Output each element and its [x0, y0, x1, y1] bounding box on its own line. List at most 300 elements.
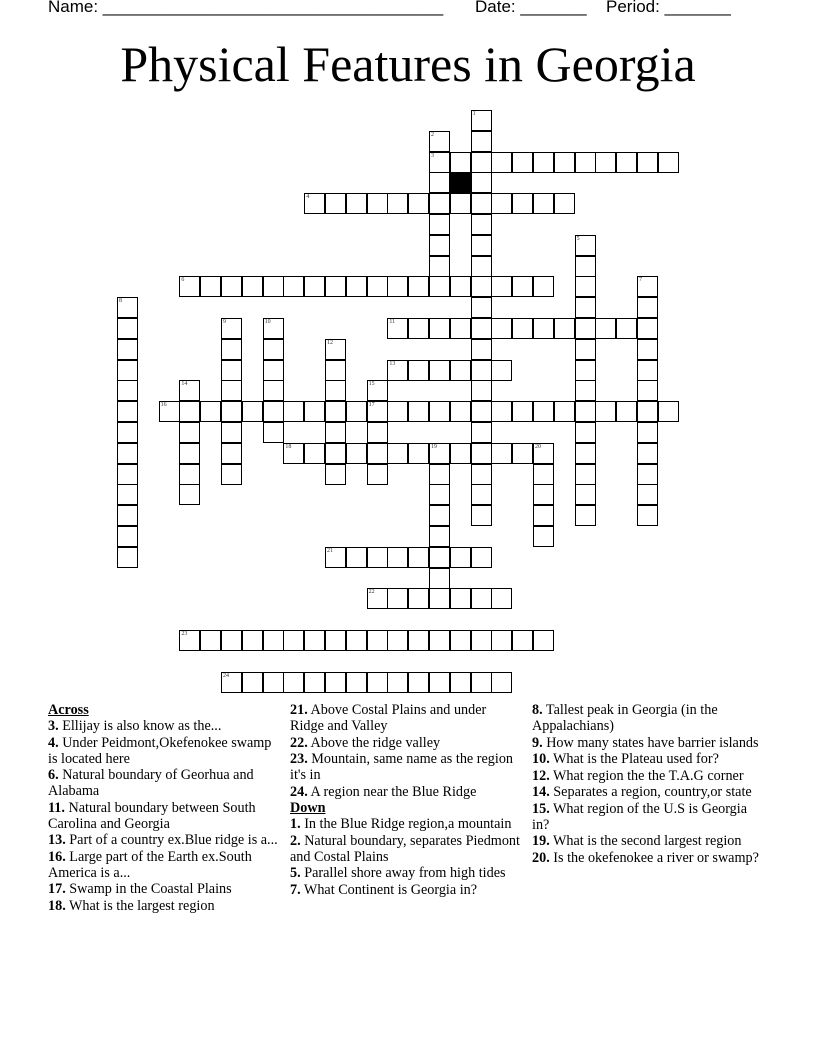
grid-cell[interactable] [554, 193, 575, 214]
grid-cell[interactable] [491, 443, 512, 464]
grid-cell[interactable] [325, 401, 346, 422]
name-field[interactable]: Name: ____________________________________ [48, 0, 444, 16]
clue-item [532, 768, 764, 784]
grid-cell[interactable] [179, 422, 200, 443]
grid-cell[interactable] [575, 401, 596, 422]
grid-cell[interactable] [221, 443, 242, 464]
clue-number-label: 2. [290, 832, 301, 849]
grid-cell[interactable] [575, 297, 596, 318]
grid-cell[interactable] [346, 443, 367, 464]
grid-cell[interactable] [221, 422, 242, 443]
grid-cell[interactable] [179, 630, 200, 651]
grid-cell[interactable] [408, 443, 429, 464]
grid-cell[interactable] [554, 401, 575, 422]
grid-cell[interactable] [367, 443, 388, 464]
grid-cell[interactable] [429, 484, 450, 505]
clue-text: Natural boundary, separates Piedmont and Costal Plains [290, 832, 520, 865]
grid-cell[interactable] [450, 276, 471, 297]
clue-text: How many states have barrier islands [542, 734, 759, 751]
grid-cell[interactable] [117, 547, 138, 568]
grid-cell[interactable] [325, 464, 346, 485]
grid-cell[interactable] [575, 505, 596, 526]
grid-cell[interactable] [242, 630, 263, 651]
clue-text: What Continent is Georgia in? [300, 881, 478, 898]
clue-item [290, 865, 522, 881]
grid-cell[interactable] [367, 276, 388, 297]
clue-item [532, 833, 764, 849]
grid-cell[interactable] [283, 276, 304, 297]
clue-number: 8 [119, 298, 122, 305]
grid-cell[interactable] [512, 318, 533, 339]
grid-cell[interactable] [637, 360, 658, 381]
grid-cell[interactable] [471, 172, 492, 193]
grid-cell[interactable] [471, 235, 492, 256]
clue-item [532, 751, 764, 767]
grid-cell[interactable] [117, 318, 138, 339]
grid-cell[interactable] [179, 464, 200, 485]
grid-cell[interactable] [533, 630, 554, 651]
grid-cell[interactable] [325, 630, 346, 651]
grid-cell[interactable] [408, 193, 429, 214]
grid-cell[interactable] [491, 276, 512, 297]
grid-cell[interactable] [387, 401, 408, 422]
clue-number: 16 [160, 402, 167, 409]
grid-cell[interactable] [263, 318, 284, 339]
clue-number-label: 1. [290, 816, 301, 832]
grid-cell[interactable] [179, 484, 200, 505]
grid-cell[interactable] [637, 276, 658, 297]
grid-cell[interactable] [408, 672, 429, 693]
grid-cell[interactable] [283, 672, 304, 693]
grid-cell[interactable] [346, 276, 367, 297]
grid-cell[interactable] [533, 318, 554, 339]
grid-cell[interactable] [471, 152, 492, 173]
grid-cell[interactable] [575, 484, 596, 505]
grid-cell[interactable] [221, 276, 242, 297]
grid-cell[interactable] [325, 193, 346, 214]
grid-cell[interactable] [387, 672, 408, 693]
clue-number-label: 6. [48, 767, 59, 783]
grid-cell[interactable] [117, 484, 138, 505]
clue-text: What region the the T.A.G corner [549, 767, 744, 784]
grid-cell[interactable] [471, 214, 492, 235]
grid-cell[interactable] [367, 464, 388, 485]
grid-cell[interactable] [429, 630, 450, 651]
grid-cell[interactable] [325, 339, 346, 360]
grid-cell[interactable] [429, 401, 450, 422]
clue-number: 12 [327, 339, 333, 346]
grid-cell[interactable] [200, 401, 221, 422]
grid-cell[interactable] [387, 193, 408, 214]
grid-cell[interactable] [221, 672, 242, 693]
clue-number-label: 9. [532, 734, 543, 751]
grid-cell[interactable] [408, 547, 429, 568]
grid-cell[interactable] [658, 401, 679, 422]
grid-cell[interactable] [471, 318, 492, 339]
grid-cell[interactable] [637, 297, 658, 318]
grid-cell[interactable] [533, 193, 554, 214]
grid-cell[interactable] [429, 568, 450, 589]
grid-cell[interactable] [512, 630, 533, 651]
grid-cell[interactable] [117, 443, 138, 464]
grid-cell[interactable] [346, 630, 367, 651]
grid-cell[interactable] [304, 276, 325, 297]
grid-cell[interactable] [367, 630, 388, 651]
grid-cell[interactable] [429, 131, 450, 152]
grid-cell[interactable] [575, 276, 596, 297]
clue-number-label: 4. [48, 734, 59, 751]
grid-cell[interactable] [117, 526, 138, 547]
grid-cell[interactable] [346, 672, 367, 693]
grid-cell[interactable] [471, 360, 492, 381]
grid-cell[interactable] [471, 193, 492, 214]
grid-cell[interactable] [595, 318, 616, 339]
grid-cell[interactable] [263, 276, 284, 297]
grid-cell[interactable] [117, 297, 138, 318]
clue-text: Ellijay is also know as the... [58, 718, 222, 734]
grid-cell[interactable] [117, 401, 138, 422]
grid-cell[interactable] [491, 193, 512, 214]
grid-cell[interactable] [263, 380, 284, 401]
grid-cell[interactable] [637, 401, 658, 422]
grid-cell[interactable] [450, 193, 471, 214]
grid-cell[interactable] [429, 235, 450, 256]
grid-cell[interactable] [533, 505, 554, 526]
clue-number-label: 17. [48, 881, 66, 897]
clue-number: 17 [368, 402, 375, 409]
grid-cell[interactable] [429, 360, 450, 381]
grid-cell[interactable] [242, 401, 263, 422]
grid-cell[interactable] [304, 443, 325, 464]
grid-cell[interactable] [471, 547, 492, 568]
grid-cell[interactable] [554, 318, 575, 339]
grid-cell[interactable] [325, 443, 346, 464]
grid-cell[interactable] [450, 547, 471, 568]
grid-cell[interactable] [637, 464, 658, 485]
grid-cell[interactable] [637, 443, 658, 464]
grid-cell[interactable] [283, 401, 304, 422]
grid-cell[interactable] [533, 152, 554, 173]
clue-text: Under Peidmont,Okefenokee swamp is located here [48, 734, 272, 767]
grid-cell[interactable] [263, 339, 284, 360]
grid-cell[interactable] [159, 401, 180, 422]
clue-number: 5 [576, 235, 580, 242]
grid-cell[interactable] [491, 318, 512, 339]
grid-cell[interactable] [387, 318, 408, 339]
grid-cell[interactable] [471, 484, 492, 505]
grid-cell[interactable] [637, 339, 658, 360]
grid-cell[interactable] [325, 422, 346, 443]
grid-cell[interactable] [346, 547, 367, 568]
clue-number: 19 [431, 443, 437, 450]
clue-item [532, 850, 764, 866]
grid-cell[interactable] [471, 110, 492, 131]
clue-number: 9 [223, 319, 226, 325]
grid-cell[interactable] [283, 443, 304, 464]
grid-cell[interactable] [179, 401, 200, 422]
grid-cell[interactable] [616, 318, 637, 339]
clue-text: What is the largest region [65, 897, 215, 914]
grid-cell[interactable] [471, 672, 492, 693]
grid-cell[interactable] [367, 380, 388, 401]
grid-cell[interactable] [512, 193, 533, 214]
grid-cell[interactable] [325, 547, 346, 568]
clue-item [48, 718, 280, 734]
grid-cell[interactable] [637, 422, 658, 443]
grid-cell[interactable] [200, 630, 221, 651]
clue-number: 6 [181, 277, 185, 284]
grid-cell[interactable] [221, 380, 242, 401]
grid-cell[interactable] [117, 339, 138, 360]
grid-cell[interactable] [429, 318, 450, 339]
grid-cell[interactable] [533, 401, 554, 422]
grid-cell[interactable] [117, 464, 138, 485]
grid-cell[interactable] [471, 630, 492, 651]
black-square [450, 172, 471, 193]
grid-cell[interactable] [304, 672, 325, 693]
clue-number-label: 18. [48, 897, 66, 914]
grid-cell[interactable] [533, 464, 554, 485]
clue-text: Above the ridge valley [307, 734, 441, 751]
grid-cell[interactable] [512, 401, 533, 422]
grid-cell[interactable] [491, 672, 512, 693]
grid-cell[interactable] [304, 401, 325, 422]
clue-number-label: 13. [48, 832, 66, 848]
clue-item [48, 832, 280, 848]
grid-cell[interactable] [263, 401, 284, 422]
grid-cell[interactable] [367, 547, 388, 568]
grid-cell[interactable] [387, 547, 408, 568]
grid-cell[interactable] [117, 505, 138, 526]
grid-cell[interactable] [491, 401, 512, 422]
grid-cell[interactable] [450, 672, 471, 693]
grid-cell[interactable] [263, 672, 284, 693]
clue-item [532, 801, 764, 833]
grid-cell[interactable] [408, 360, 429, 381]
clues-column-1 [48, 702, 280, 914]
grid-cell[interactable] [117, 380, 138, 401]
clue-text: Natural boundary of Georhua and Alabama [48, 767, 254, 799]
grid-cell[interactable] [346, 401, 367, 422]
clue-number-label: 3. [48, 718, 59, 734]
grid-cell[interactable] [575, 443, 596, 464]
down-clue-list [290, 816, 522, 898]
grid-cell[interactable] [429, 547, 450, 568]
grid-cell[interactable] [367, 588, 388, 609]
grid-cell[interactable] [408, 630, 429, 651]
grid-cell[interactable] [325, 672, 346, 693]
clue-number-label: 22. [290, 734, 308, 751]
grid-cell[interactable] [491, 360, 512, 381]
grid-cell[interactable] [637, 152, 658, 173]
grid-cell[interactable] [491, 152, 512, 173]
grid-cell[interactable] [221, 401, 242, 422]
clue-number-label: 16. [48, 848, 66, 865]
grid-cell[interactable] [429, 672, 450, 693]
grid-cell[interactable] [471, 276, 492, 297]
clue-item [48, 800, 280, 832]
down-heading: Down [290, 800, 326, 816]
grid-cell[interactable] [429, 172, 450, 193]
clue-number-label: 19. [532, 833, 550, 849]
grid-cell[interactable] [387, 630, 408, 651]
grid-cell[interactable] [658, 152, 679, 173]
clue-number: 20 [535, 443, 541, 450]
grid-cell[interactable] [471, 339, 492, 360]
clue-item [532, 702, 764, 734]
grid-cell[interactable] [575, 152, 596, 173]
grid-cell[interactable] [429, 256, 450, 277]
grid-cell[interactable] [429, 526, 450, 547]
grid-cell[interactable] [263, 360, 284, 381]
grid-cell[interactable] [595, 152, 616, 173]
clue-item [290, 735, 522, 751]
period-field[interactable]: Period: _______ [606, 0, 731, 16]
grid-cell[interactable] [616, 401, 637, 422]
grid-cell[interactable] [554, 152, 575, 173]
grid-cell[interactable] [387, 360, 408, 381]
grid-cell[interactable] [408, 276, 429, 297]
grid-cell[interactable] [512, 443, 533, 464]
grid-cell[interactable] [179, 380, 200, 401]
grid-cell[interactable] [450, 443, 471, 464]
grid-cell[interactable] [304, 193, 325, 214]
grid-cell[interactable] [450, 152, 471, 173]
grid-cell[interactable] [387, 276, 408, 297]
grid-cell[interactable] [575, 422, 596, 443]
grid-cell[interactable] [429, 193, 450, 214]
clue-number: 11 [389, 319, 396, 325]
grid-cell[interactable] [429, 276, 450, 297]
grid-cell[interactable] [429, 588, 450, 609]
grid-cell[interactable] [263, 630, 284, 651]
grid-cell[interactable] [429, 152, 450, 173]
grid-cell[interactable] [533, 276, 554, 297]
clue-text: A region near the Blue Ridge [307, 783, 477, 800]
grid-cell[interactable] [450, 630, 471, 651]
grid-cell[interactable] [325, 276, 346, 297]
grid-cell[interactable] [616, 152, 637, 173]
grid-cell[interactable] [595, 401, 616, 422]
grid-cell[interactable] [450, 588, 471, 609]
grid-cell[interactable] [387, 443, 408, 464]
clue-item [290, 816, 522, 832]
grid-cell[interactable] [471, 464, 492, 485]
grid-cell[interactable] [533, 443, 554, 464]
clue-item [290, 784, 522, 800]
grid-cell[interactable] [637, 380, 658, 401]
grid-cell[interactable] [429, 464, 450, 485]
grid-cell[interactable] [367, 422, 388, 443]
grid-cell[interactable] [575, 339, 596, 360]
grid-cell[interactable] [179, 443, 200, 464]
grid-cell[interactable] [221, 464, 242, 485]
grid-cell[interactable] [367, 672, 388, 693]
grid-cell[interactable] [283, 630, 304, 651]
grid-cell[interactable] [575, 256, 596, 277]
grid-cell[interactable] [512, 152, 533, 173]
grid-cell[interactable] [367, 401, 388, 422]
grid-cell[interactable] [471, 256, 492, 277]
grid-cell[interactable] [450, 318, 471, 339]
grid-cell[interactable] [221, 318, 242, 339]
grid-cell[interactable] [304, 630, 325, 651]
clue-number-label: 23. [290, 751, 308, 767]
clue-number: 7 [639, 277, 642, 284]
grid-cell[interactable] [429, 443, 450, 464]
grid-cell[interactable] [221, 630, 242, 651]
grid-cell[interactable] [471, 588, 492, 609]
clue-number-label: 21. [290, 702, 308, 718]
clue-number: 14 [181, 381, 188, 388]
grid-cell[interactable] [471, 380, 492, 401]
grid-cell[interactable] [491, 630, 512, 651]
date-field[interactable]: Date: _______ [475, 0, 587, 16]
grid-cell[interactable] [471, 297, 492, 318]
clue-text: Above Costal Plains and under Ridge and Valley [290, 702, 487, 734]
clue-item [290, 751, 522, 783]
grid-cell[interactable] [325, 380, 346, 401]
grid-cell[interactable] [429, 505, 450, 526]
grid-cell[interactable] [367, 193, 388, 214]
grid-cell[interactable] [450, 360, 471, 381]
grid-cell[interactable] [471, 401, 492, 422]
grid-cell[interactable] [471, 131, 492, 152]
grid-cell[interactable] [117, 360, 138, 381]
grid-cell[interactable] [200, 276, 221, 297]
grid-cell[interactable] [637, 484, 658, 505]
grid-cell[interactable] [471, 443, 492, 464]
grid-cell[interactable] [491, 588, 512, 609]
grid-cell[interactable] [221, 339, 242, 360]
grid-cell[interactable] [575, 235, 596, 256]
grid-cell[interactable] [117, 422, 138, 443]
clue-item [290, 882, 522, 898]
grid-cell[interactable] [346, 193, 367, 214]
grid-cell[interactable] [575, 464, 596, 485]
grid-cell[interactable] [263, 422, 284, 443]
grid-cell[interactable] [179, 276, 200, 297]
grid-cell[interactable] [408, 588, 429, 609]
grid-cell[interactable] [242, 672, 263, 693]
grid-cell[interactable] [575, 318, 596, 339]
grid-cell[interactable] [637, 318, 658, 339]
across-clue-list-continued [290, 702, 522, 800]
grid-cell[interactable] [450, 401, 471, 422]
grid-cell[interactable] [533, 526, 554, 547]
grid-cell[interactable] [408, 318, 429, 339]
grid-cell[interactable] [242, 276, 263, 297]
grid-cell[interactable] [221, 360, 242, 381]
page-title: Physical Features in Georgia [120, 36, 696, 92]
grid-cell[interactable] [575, 360, 596, 381]
grid-cell[interactable] [637, 505, 658, 526]
clue-item [48, 849, 280, 881]
grid-cell[interactable] [325, 360, 346, 381]
clue-number: 22 [368, 589, 375, 596]
grid-cell[interactable] [408, 401, 429, 422]
grid-cell[interactable] [533, 484, 554, 505]
grid-cell[interactable] [387, 588, 408, 609]
clue-number-label: 20. [532, 849, 550, 866]
grid-cell[interactable] [575, 380, 596, 401]
grid-cell[interactable] [512, 276, 533, 297]
grid-cell[interactable] [471, 422, 492, 443]
clue-number-label: 15. [532, 800, 550, 817]
grid-cell[interactable] [429, 214, 450, 235]
clue-item [290, 833, 522, 865]
grid-cell[interactable] [471, 505, 492, 526]
